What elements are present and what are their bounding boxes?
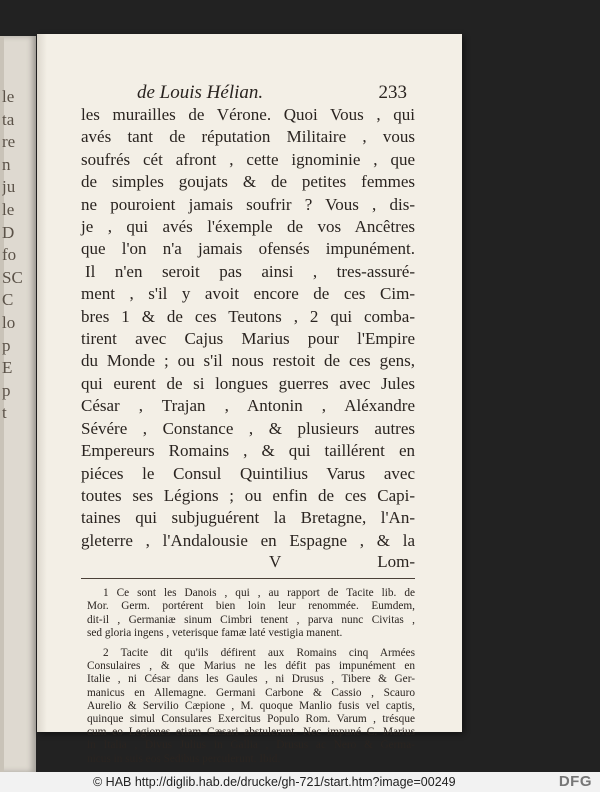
text-line: soufrés cét afront , cette ignominie , que [81, 149, 415, 169]
running-title: de Louis Hélian. [137, 82, 264, 103]
facing-page-fragment: ta [2, 109, 15, 129]
text-line: Il n'en seroit pas ainsi , tres-assuré- [85, 261, 415, 281]
text-line: Sévére , Constance , & plusieurs autres [81, 418, 415, 438]
footnote-line: Italie , ni César dans les Gaules , ni Drusus , Tibere & Ger- [87, 673, 415, 686]
catch-line [81, 552, 415, 574]
facing-page-fragment: re [2, 132, 16, 152]
text-line: piéces le Consul Quintilius Varus avec [81, 463, 415, 483]
facing-page-fragment: D [2, 222, 15, 242]
footnote-line: Consulaires , & que Marius ne les défit pas impunément en [87, 660, 415, 673]
text-line: de simples goujats & de petites femmes [81, 172, 415, 192]
page-text-block [81, 78, 415, 766]
facing-page-fragment: le [2, 200, 15, 219]
footnote-line: nicus in suis eos Sedibus perculerunt. Ibid. [87, 752, 281, 765]
footnote-line: Mor. Germ. portérent bien loin leur renommée. Eumdem, [87, 600, 415, 613]
footnote-line: sed gloria ingens , veterisque famæ laté vestigia manent. [87, 626, 343, 639]
facing-page-fragment: ju [2, 177, 16, 197]
text-line: gleterre , l'Andalousie en Espagne , & la [81, 530, 415, 550]
footnote-line: Aurelio & Servilio Cæpione , M. quoque Manlio fusis vel captis, [87, 699, 415, 712]
text-line: je , qui avés l'éxemple de vos Ancêtres [81, 217, 415, 237]
text-line: ne pouroient jamais soufrir ? Vous , dis- [81, 194, 415, 214]
text-line: tirent avec Cajus Marius pour l'Empire [81, 329, 415, 349]
dfg-logo: DFG [558, 773, 592, 790]
footnote-rule [81, 578, 415, 579]
facing-page-fragment: p [2, 335, 11, 355]
main-text [81, 104, 415, 552]
footnote-line: manicus en Allemagne. Germani Carbone & Cassio , Scauro [87, 686, 415, 699]
facing-page-fragment: t [2, 403, 7, 423]
footnote-line: dit-il , Germaniæ sinum Cimbri tenent , parva nunc Civitas , [87, 613, 415, 626]
source-bar [0, 772, 600, 792]
signature-mark: V [269, 552, 282, 572]
footnote-line: 1 Ce sont les Danois , qui , au rapport de Tacite lib. de [103, 587, 415, 600]
facing-page-fragment: SC [2, 267, 23, 287]
facing-page-fragment: C [2, 290, 14, 310]
page-number: 233 [378, 82, 407, 103]
footnote-gap [81, 640, 415, 647]
footnotes [81, 587, 415, 766]
text-line: qui eurent de si longues guerres avec Jules [81, 373, 415, 393]
text-line: bres 1 & de ces Teutons , 2 qui comba- [81, 306, 415, 326]
footnote-line: 2 Tacite dit qu'ils défirent aux Romains cinq Armées [103, 646, 415, 659]
text-line: du Monde ; ou s'il nous restoit de ces gens, [81, 351, 415, 371]
catchword: Lom- [377, 552, 415, 572]
text-line: taines qui subjuguérent la Bretagne, l'An- [81, 508, 415, 528]
text-line: César , Trajan , Antonin , Aléxandre [81, 396, 415, 416]
facing-page-fragment: p [2, 380, 11, 400]
facing-page-fragment: le [2, 87, 15, 106]
facing-page-fragment: n [2, 154, 11, 174]
text-line: ment , s'il y avoit encore de ces Cim- [81, 284, 415, 304]
text-line: avés tant de réputation Militaire , vous [81, 127, 415, 147]
source-credit-link[interactable]: © HAB http://diglib.hab.de/drucke/gh-721/start.htm?image=00249 [93, 775, 456, 789]
text-line: Empereurs Romains , & qui taillérent en [81, 441, 415, 461]
facing-page-fragment: lo [2, 313, 16, 332]
text-line: les murailles de Vérone. Quoi Vous , qui [81, 105, 415, 124]
book-page [37, 34, 462, 765]
facing-page-fragment: fo [2, 245, 17, 265]
facing-page-fragment: E [2, 358, 13, 378]
page-header [81, 78, 415, 104]
text-line: toutes ses Légions ; ou enfin de ces Capi- [81, 485, 415, 505]
footnote-line: in Italia , Divus Julius in Gallia , Drusus ac Nero & Germa- [87, 739, 415, 752]
footnote-line: quinque simul Consulares Exercitus Populo Rom. Varum , trésque [87, 712, 415, 725]
footnote-line: cum eo Legiones etiam Cæsari abstulerunt. Nec impuné C. Marius [87, 726, 415, 739]
text-line: que l'on n'a jamais ofensés impunément. [81, 239, 415, 259]
